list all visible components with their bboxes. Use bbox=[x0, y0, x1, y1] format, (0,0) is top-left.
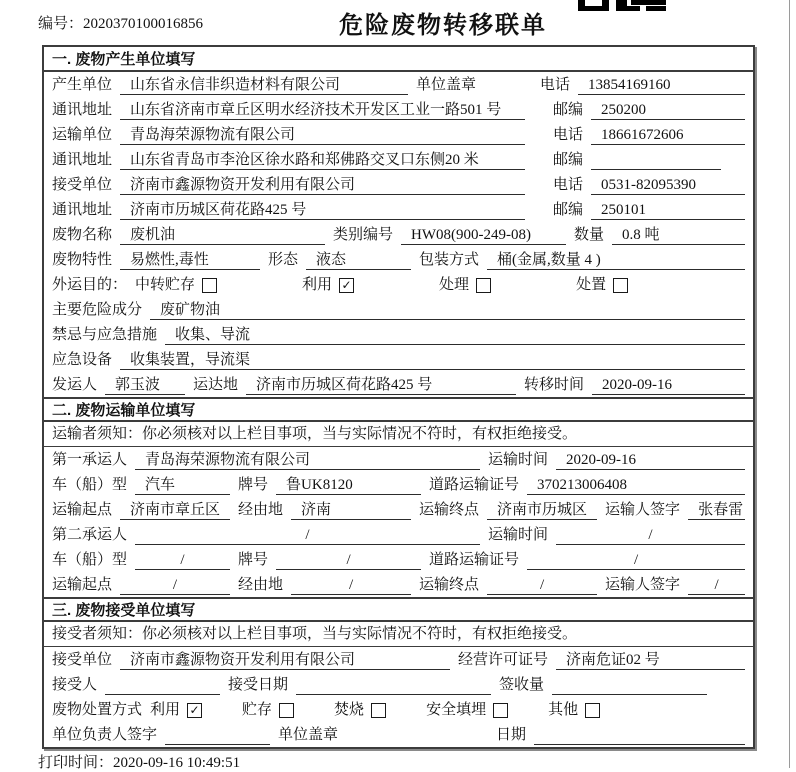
field-label: 产生单位 bbox=[52, 77, 113, 93]
field-label: 道路运输证号 bbox=[429, 552, 520, 568]
field-value-underline bbox=[552, 676, 707, 695]
checkbox-item bbox=[135, 276, 217, 295]
field-value-underline bbox=[591, 151, 721, 170]
qr-block bbox=[616, 0, 627, 11]
field-value-underline: / bbox=[291, 576, 411, 595]
field-value-underline: 郭玉波 bbox=[105, 376, 185, 395]
form-row bbox=[44, 272, 753, 297]
field-label: 发运人 bbox=[52, 377, 98, 393]
field-value-underline: 济南市章丘区 bbox=[120, 501, 230, 520]
qr-block bbox=[585, 6, 602, 11]
form-row bbox=[44, 722, 753, 747]
field-value-underline: 桶(金属,数量 4 ) bbox=[487, 251, 745, 270]
form-row bbox=[44, 222, 753, 247]
field-value-underline: 250200 bbox=[591, 101, 745, 120]
field-value-underline: / bbox=[135, 551, 230, 570]
form-row bbox=[44, 447, 753, 472]
field-value-underline: / bbox=[135, 526, 480, 545]
field-label: 运输时间 bbox=[488, 527, 549, 543]
form-row bbox=[44, 472, 753, 497]
field-value-underline: 汽车 bbox=[135, 476, 230, 495]
field-label: 邮编 bbox=[553, 102, 584, 118]
checkbox-unchecked bbox=[585, 703, 600, 718]
field-label: 主要危险成分 bbox=[52, 302, 143, 318]
spacer bbox=[533, 119, 553, 120]
field-value-underline: HW08(900-249-08) bbox=[401, 226, 566, 245]
checkbox-item bbox=[302, 276, 354, 295]
form-row bbox=[44, 97, 753, 122]
field-value-underline: 济南市鑫源物资开发利用有限公司 bbox=[120, 176, 525, 195]
field-value-underline: 13854169160 bbox=[578, 76, 745, 95]
qr-block bbox=[578, 0, 585, 11]
field-label: 单位盖章 bbox=[416, 77, 477, 93]
field-label: 运输终点 bbox=[419, 577, 480, 593]
field-label: 运达地 bbox=[193, 377, 239, 393]
field-label: 数量 bbox=[574, 227, 605, 243]
spacer bbox=[533, 194, 553, 195]
field-label: 签收量 bbox=[499, 677, 545, 693]
checkbox-label: 安全填埋 bbox=[426, 702, 487, 718]
form-row bbox=[44, 522, 753, 547]
field-value-underline: 250101 bbox=[591, 201, 745, 220]
form-row bbox=[44, 72, 753, 97]
field-label: 形态 bbox=[268, 252, 299, 268]
qr-block bbox=[627, 6, 640, 11]
field-label: 道路运输证号 bbox=[429, 477, 520, 493]
spacer bbox=[533, 169, 553, 170]
checkbox-item bbox=[576, 276, 628, 295]
form-row bbox=[44, 247, 753, 272]
form-row bbox=[44, 497, 753, 522]
field-label: 通讯地址 bbox=[52, 102, 113, 118]
serial-label: 编号： bbox=[38, 16, 84, 32]
field-value-underline bbox=[105, 676, 220, 695]
field-label: 电话 bbox=[553, 177, 584, 193]
page-title: 危险废物转移联单 bbox=[339, 12, 547, 39]
checkbox-unchecked bbox=[493, 703, 508, 718]
field-value-underline bbox=[534, 726, 745, 745]
checkbox-label: 利用 bbox=[150, 702, 181, 718]
print-time-value: 2020-09-16 10:49:51 bbox=[113, 755, 241, 771]
field-value-underline: 收集、导流 bbox=[165, 326, 745, 345]
field-value-underline: 370213006408 bbox=[527, 476, 745, 495]
qr-block bbox=[646, 6, 666, 11]
field-value-underline: 0.8 吨 bbox=[612, 226, 745, 245]
checkbox-unchecked bbox=[279, 703, 294, 718]
field-label: 电话 bbox=[540, 77, 571, 93]
field-value-underline: 济南 bbox=[291, 501, 411, 520]
form-row bbox=[44, 622, 753, 647]
field-value-underline: 济南市历城区 bbox=[487, 501, 597, 520]
checkbox-unchecked bbox=[476, 278, 491, 293]
spacer bbox=[533, 144, 553, 145]
field-label: 应急设备 bbox=[52, 352, 113, 368]
field-label: 接受单位 bbox=[52, 177, 113, 193]
field-label: 经由地 bbox=[238, 502, 284, 518]
checkbox-item bbox=[334, 701, 386, 720]
field-label: 运输单位 bbox=[52, 127, 113, 143]
field-label: 类别编号 bbox=[333, 227, 394, 243]
field-label: 日期 bbox=[496, 727, 527, 743]
spacer bbox=[533, 219, 553, 220]
field-value-underline: 济南市历城区荷花路425 号 bbox=[120, 201, 525, 220]
form-row bbox=[44, 647, 753, 672]
form-row bbox=[44, 672, 753, 697]
field-value-underline: 收集装置，导流渠 bbox=[120, 351, 745, 370]
field-label: 运输起点 bbox=[52, 577, 113, 593]
form-row bbox=[44, 572, 753, 597]
qr-block bbox=[602, 0, 609, 11]
checkbox-label: 处理 bbox=[439, 277, 470, 293]
checkbox-checked: ✓ bbox=[339, 278, 354, 293]
field-label: 转移时间 bbox=[524, 377, 585, 393]
field-value-underline: 鲁UK8120 bbox=[276, 476, 421, 495]
field-value-underline: / bbox=[556, 526, 745, 545]
field-value-underline: 张春雷 bbox=[688, 501, 745, 520]
spacer bbox=[346, 744, 496, 745]
field-value-underline: / bbox=[276, 551, 421, 570]
field-label: 第一承运人 bbox=[52, 452, 128, 468]
section-header: 三. 废物接受单位填写 bbox=[44, 597, 753, 622]
checkbox-item bbox=[242, 701, 294, 720]
field-label: 包装方式 bbox=[419, 252, 480, 268]
field-value-underline: / bbox=[688, 576, 745, 595]
checkbox-label: 贮存 bbox=[242, 702, 273, 718]
checkbox-item bbox=[548, 701, 600, 720]
field-label: 单位负责人签字 bbox=[52, 727, 158, 743]
field-value-underline: 青岛海荣源物流有限公司 bbox=[135, 451, 480, 470]
field-value-underline bbox=[165, 726, 270, 745]
field-label: 运输人签字 bbox=[605, 577, 681, 593]
form-row bbox=[44, 697, 753, 722]
form-row bbox=[44, 122, 753, 147]
field-label: 经由地 bbox=[238, 577, 284, 593]
field-value-underline: 山东省济南市章丘区明水经济技术开发区工业一路501 号 bbox=[120, 101, 525, 120]
field-label: 接受单位 bbox=[52, 652, 113, 668]
form-row bbox=[44, 297, 753, 322]
field-value-underline: 青岛海荣源物流有限公司 bbox=[120, 126, 525, 145]
serial-number: 2020370100016856 bbox=[83, 16, 204, 32]
checkbox-unchecked bbox=[371, 703, 386, 718]
page-edge-line bbox=[789, 0, 790, 768]
form-row bbox=[44, 547, 753, 572]
field-label: 车（船）型 bbox=[52, 477, 128, 493]
field-value-underline: 济南危证02 号 bbox=[556, 651, 745, 670]
checkbox-item bbox=[439, 276, 491, 295]
field-label: 邮编 bbox=[553, 152, 584, 168]
form-row bbox=[44, 322, 753, 347]
field-value-underline: 山东省青岛市李沧区徐水路和郑佛路交叉口东侧20 米 bbox=[120, 151, 525, 170]
field-label: 外运目的： bbox=[52, 277, 128, 293]
field-value-underline: 济南市鑫源物资开发利用有限公司 bbox=[120, 651, 450, 670]
field-label: 车（船）型 bbox=[52, 552, 128, 568]
field-label: 废物名称 bbox=[52, 227, 113, 243]
field-value-underline: / bbox=[487, 576, 597, 595]
field-label: 废物处置方式 bbox=[52, 702, 143, 718]
form-row bbox=[44, 147, 753, 172]
field-label: 运输时间 bbox=[488, 452, 549, 468]
spacer bbox=[484, 94, 540, 95]
field-label: 接受人 bbox=[52, 677, 98, 693]
form-row bbox=[44, 347, 753, 372]
field-value-underline: 液态 bbox=[306, 251, 411, 270]
field-label: 电话 bbox=[553, 127, 584, 143]
field-label: 牌号 bbox=[238, 477, 269, 493]
checkbox-label: 处置 bbox=[576, 277, 607, 293]
checkbox-label: 利用 bbox=[302, 277, 333, 293]
section-header: 一. 废物产生单位填写 bbox=[44, 47, 753, 72]
checkbox-label: 焚烧 bbox=[334, 702, 365, 718]
checkbox-label: 其他 bbox=[548, 702, 579, 718]
form-row bbox=[44, 172, 753, 197]
field-value-underline: 18661672606 bbox=[591, 126, 745, 145]
field-label: 经营许可证号 bbox=[458, 652, 549, 668]
field-label: 禁忌与应急措施 bbox=[52, 327, 158, 343]
form-row bbox=[44, 422, 753, 447]
checkbox-unchecked bbox=[202, 278, 217, 293]
field-value-underline: 2020-09-16 bbox=[556, 451, 745, 470]
field-label: 运输终点 bbox=[419, 502, 480, 518]
qr-block bbox=[631, 0, 666, 5]
field-value-underline: 山东省永信非织造材料有限公司 bbox=[120, 76, 408, 95]
field-value-underline: / bbox=[120, 576, 230, 595]
form-row bbox=[44, 372, 753, 397]
field-label: 废物特性 bbox=[52, 252, 113, 268]
field-value-underline: 2020-09-16 bbox=[592, 376, 745, 395]
field-label: 邮编 bbox=[553, 202, 584, 218]
checkbox-label: 中转贮存 bbox=[135, 277, 196, 293]
field-value-underline: 易燃性,毒性 bbox=[120, 251, 260, 270]
field-label: 通讯地址 bbox=[52, 152, 113, 168]
checkbox-item bbox=[150, 701, 202, 720]
section-header: 二. 废物运输单位填写 bbox=[44, 397, 753, 422]
field-label: 运输人签字 bbox=[605, 502, 681, 518]
field-value-underline: 济南市历城区荷花路425 号 bbox=[246, 376, 516, 395]
field-label: 单位盖章 bbox=[278, 727, 339, 743]
field-label: 接受日期 bbox=[228, 677, 289, 693]
field-value-underline bbox=[296, 676, 491, 695]
checkbox-item bbox=[426, 701, 508, 720]
qr-code-fragment bbox=[578, 0, 666, 11]
print-time-label: 打印时间： bbox=[38, 755, 114, 771]
field-value-underline: 废矿物油 bbox=[150, 301, 745, 320]
field-value-underline: 0531-82095390 bbox=[591, 176, 745, 195]
field-value-underline: / bbox=[527, 551, 745, 570]
field-value-underline: 废机油 bbox=[120, 226, 325, 245]
note-text: 接受者须知：你必须核对以上栏目事项，当与实际情况不符时，有权拒绝接受。 bbox=[52, 625, 578, 642]
field-label: 牌号 bbox=[238, 552, 269, 568]
transfer-form bbox=[42, 45, 755, 749]
field-label: 第二承运人 bbox=[52, 527, 128, 543]
note-text: 运输者须知：你必须核对以上栏目事项，当与实际情况不符时，有权拒绝接受。 bbox=[52, 425, 578, 442]
form-row bbox=[44, 197, 753, 222]
checkbox-checked: ✓ bbox=[187, 703, 202, 718]
print-time-line bbox=[38, 751, 240, 772]
field-label: 通讯地址 bbox=[52, 202, 113, 218]
checkbox-unchecked bbox=[613, 278, 628, 293]
field-label: 运输起点 bbox=[52, 502, 113, 518]
